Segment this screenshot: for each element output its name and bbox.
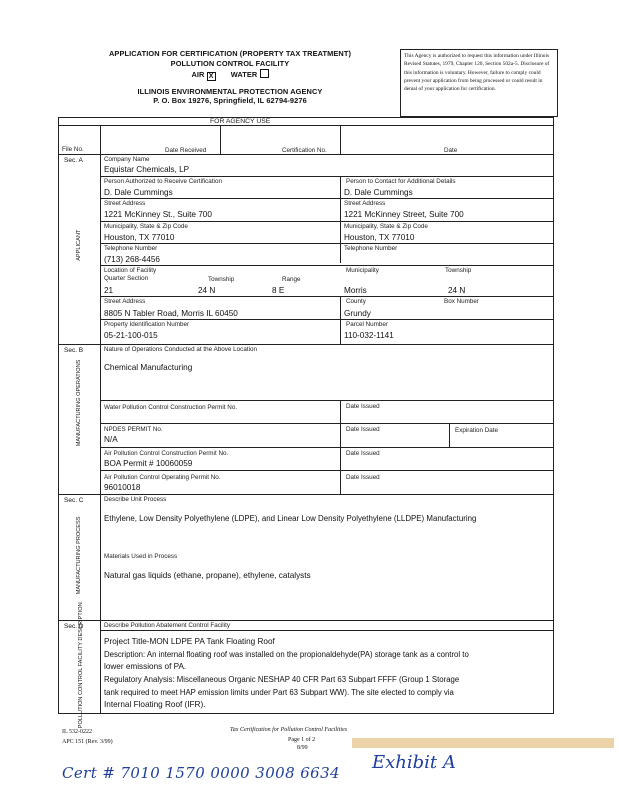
- nature-label: Nature of Operations Conducted at the Above Location: [104, 346, 257, 353]
- township-value[interactable]: 24 N: [198, 286, 216, 295]
- range-label: Range: [282, 276, 301, 283]
- npdes-value[interactable]: N/A: [104, 435, 118, 444]
- water-label: WATER: [230, 70, 258, 79]
- file-no-label: File No.: [62, 146, 84, 153]
- company-value[interactable]: Equistar Chemicals, LP: [104, 165, 190, 174]
- sec-c-tag: Sec. C: [64, 497, 84, 504]
- form-id: IL 532-0222: [62, 729, 92, 735]
- unit-process-label: Describe Unit Process: [104, 496, 167, 503]
- phone2-label: Telephone Number: [344, 245, 398, 252]
- agency-use-title: FOR AGENCY USE: [210, 118, 271, 125]
- apc-date-issued-label: Date Issued: [346, 450, 380, 457]
- apc-permit-label: Air Pollution Control Construction Permit No.: [104, 450, 229, 457]
- form-subtitle: POLLUTION CONTROL FACILITY: [170, 59, 290, 68]
- street2-value[interactable]: 1221 McKinney Street, Suite 700: [344, 210, 464, 219]
- water-checkbox[interactable]: [260, 69, 269, 78]
- contact-label: Person to Contact for Additional Details: [346, 178, 456, 185]
- agency-name: ILLINOIS ENVIRONMENTAL PROTECTION AGENCY: [137, 87, 323, 96]
- quarter-section-value[interactable]: 21: [104, 286, 114, 295]
- sec-d-side-label: POLLUTION CONTROL FACILITY DESCRIPTION: [77, 602, 84, 729]
- box-number-label: Box Number: [444, 298, 479, 305]
- materials-value[interactable]: Natural gas liquids (ethane, propane), ethylene, catalysts: [104, 571, 311, 580]
- municipality-value[interactable]: Morris: [344, 286, 367, 295]
- county-label: County: [346, 298, 366, 305]
- auth-value[interactable]: D. Dale Cummings: [104, 188, 173, 197]
- air-label: AIR: [191, 70, 205, 79]
- page-date: 8/99: [297, 745, 308, 751]
- description-line-2[interactable]: lower emissions of PA.: [104, 662, 187, 671]
- street-label: Street Address: [104, 200, 146, 207]
- sec-b-side-label: MANUFACTURING OPERATIONS: [75, 359, 82, 447]
- phone-label: Telephone Number: [104, 245, 158, 252]
- cert-no-label: Certification No.: [282, 147, 327, 154]
- form-revision: APC 151 (Rev. 3/99): [62, 739, 113, 745]
- location-label: Location of Facility: [104, 267, 157, 274]
- township2-value[interactable]: 24 N: [448, 286, 466, 295]
- sec-d-tag: Sec. D: [64, 623, 84, 630]
- city-label: Municipality, State & Zip Code: [104, 223, 188, 230]
- agency-address: P. O. Box 19276, Springfield, IL 62794-9276: [153, 96, 307, 105]
- air-checkbox[interactable]: X: [207, 72, 216, 81]
- city-value[interactable]: Houston, TX 77010: [104, 233, 175, 242]
- parcel-value[interactable]: 110-032-1141: [344, 331, 394, 340]
- wp-date-issued-label: Date Issued: [346, 403, 380, 410]
- quarter-section-label: Quarter Section: [104, 275, 149, 282]
- township2-label: Township: [445, 267, 472, 274]
- expiration-date-label: Expiration Date: [455, 427, 499, 434]
- unit-process-value[interactable]: Ethylene, Low Density Polyethylene (LDPE), and Linear Low Density Polyethylene (LLDPE) Manufacturing: [104, 514, 477, 523]
- date-label: Date: [444, 147, 458, 154]
- media-checkboxes: [80, 69, 380, 81]
- pin-value[interactable]: 05-21-100-015: [104, 331, 158, 340]
- city2-label: Municipality, State & Zip Code: [344, 223, 428, 230]
- county-value[interactable]: Grundy: [344, 309, 371, 318]
- regulatory-line-2[interactable]: tank required to meet HAP emission limits under Part 63 Subpart WW). The site elected to comply via: [104, 688, 454, 697]
- regulatory-line-3[interactable]: Internal Floating Roof (IFR).: [104, 700, 206, 709]
- npdes-date-issued-label: Date Issued: [346, 426, 380, 433]
- apc-permit-value[interactable]: BOA Permit # 10060059: [104, 459, 193, 468]
- page-number: Page 1 of 2: [288, 737, 316, 743]
- street-value[interactable]: 1221 McKinney St., Suite 700: [104, 210, 212, 219]
- description-line-1[interactable]: Description: An internal floating roof was installed on the propionaldehyde(PA) storage tank as a control to: [104, 650, 469, 659]
- parcel-label: Parcel Number: [346, 321, 388, 328]
- form-title: APPLICATION FOR CERTIFICATION (PROPERTY TAX TREATMENT): [108, 49, 352, 58]
- street2-label: Street Address: [344, 200, 386, 207]
- handwritten-exhibit: Exhibit A: [372, 752, 456, 773]
- wp-permit-label: Water Pollution Control Construction Permit No.: [104, 404, 238, 411]
- sec-a-tag: Sec. A: [64, 157, 83, 164]
- abatement-label: Describe Pollution Abatement Control Facility: [104, 622, 230, 629]
- apo-date-issued-label: Date Issued: [346, 474, 380, 481]
- apo-permit-label: Air Pollution Control Operating Permit No.: [104, 474, 221, 481]
- sec-b-tag: Sec. B: [64, 347, 84, 354]
- tape-strip: [352, 738, 614, 748]
- apo-permit-value[interactable]: 96010018: [104, 483, 141, 492]
- materials-label: Materials Used in Process: [104, 553, 178, 560]
- pin-label: Property Identification Number: [104, 321, 190, 328]
- nature-value[interactable]: Chemical Manufacturing: [104, 363, 193, 372]
- project-title[interactable]: Project Title-MON LDPE PA Tank Floating Roof: [104, 637, 275, 646]
- handwritten-cert-number: Cert # 7010 1570 0000 3008 6634: [62, 764, 340, 782]
- city2-value[interactable]: Houston, TX 77010: [344, 233, 415, 242]
- sec-a-side-label: APPLICANT: [75, 229, 82, 261]
- disclosure-notice: This Agency is authorized to request this information under Illinois Revised Statutes, 1979, Chapter 120, Section 502a-5. Disclosure of this information is voluntary. However, failure to comply could prevent your application from being processed or could result in denial of your application for certification.: [400, 49, 558, 117]
- township-label: Township: [208, 276, 235, 283]
- auth-label: Person Authorized to Receive Certification: [104, 178, 222, 185]
- fac-street-label: Street Address: [104, 298, 146, 305]
- contact-value[interactable]: D. Dale Cummings: [344, 188, 413, 197]
- phone-value[interactable]: (713) 268-4456: [104, 255, 160, 264]
- regulatory-line-1[interactable]: Regulatory Analysis: Miscellaneous Organic NESHAP 40 CFR Part 63 Subpart FFFF (Group 1 Storage: [104, 675, 460, 684]
- fac-street-value[interactable]: 8805 N Tabler Road, Morris IL 60450: [104, 309, 238, 318]
- company-label: Company Name: [104, 156, 150, 163]
- date-received-label: Date Received: [165, 147, 207, 154]
- npdes-label: NPDES PERMIT No.: [104, 426, 163, 433]
- range-value[interactable]: 8 E: [272, 286, 285, 295]
- footer-title: Tax Certification for Pollution Control Facilities: [230, 727, 348, 733]
- sec-c-side-label: MANUFACTURING PROCESS: [75, 516, 82, 595]
- municipality-label: Municipality: [346, 267, 379, 274]
